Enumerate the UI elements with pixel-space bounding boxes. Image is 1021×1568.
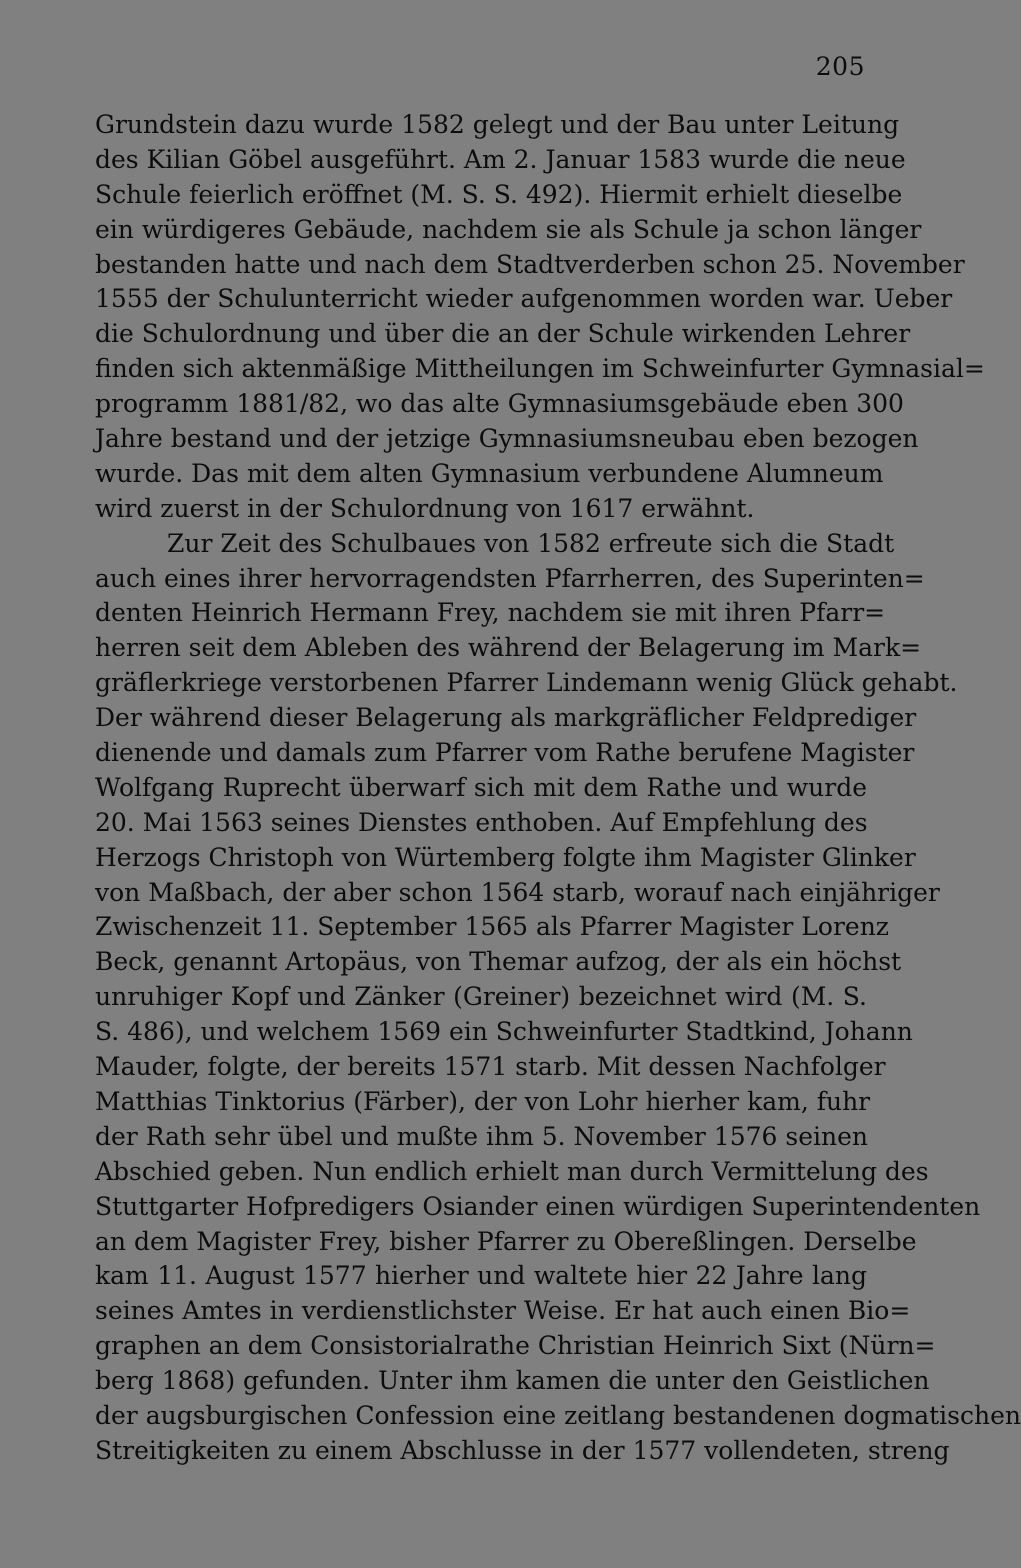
text-line: kam 11. August 1577 hierher und waltete hier 22 Jahre lang (95, 1261, 867, 1291)
text-line: herren seit dem Ableben des während der Belagerung im Mark= (95, 633, 922, 663)
text-line: Stuttgarter Hofpredigers Osiander einen würdigen Superintendenten (95, 1191, 981, 1221)
text-line: seines Amtes in verdienstlichster Weise. Er hat auch einen Bio= (95, 1296, 911, 1326)
text-line: programm 1881/82, wo das alte Gymnasiumsgebäude eben 300 (95, 389, 904, 419)
text-line: Wolfgang Ruprecht überwarf sich mit dem Rathe und wurde (95, 772, 867, 802)
text-line: der augsburgischen Confession eine zeitlang bestandenen dogmatischen (95, 1400, 1021, 1430)
paragraph-start-line: Zur Zeit des Schulbaues von 1582 erfreute sich die Stadt (167, 528, 895, 558)
text-line: unruhiger Kopf und Zänker (Greiner) bezeichnet wird (M. S. (95, 982, 867, 1012)
text-line: Schule feierlich eröffnet (M. S. S. 492). Hiermit erhielt dieselbe (95, 179, 903, 209)
text-line: berg 1868) gefunden. Unter ihm kamen die unter den Geistlichen (95, 1366, 930, 1396)
text-line: von Maßbach, der aber schon 1564 starb, worauf nach einjähriger (95, 877, 940, 907)
paragraph-end-line: wird zuerst in der Schulordnung von 1617 erwähnt. (95, 493, 755, 523)
text-line: ein würdigeres Gebäude, nachdem sie als Schule ja schon länger (95, 214, 922, 244)
text-line: Der während dieser Belagerung als markgräflicher Feldprediger (95, 703, 917, 733)
text-line: finden sich aktenmäßige Mittheilungen im Schweinfurter Gymnasial= (95, 354, 985, 384)
text-line: bestanden hatte und nach dem Stadtverderben schon 25. November (95, 249, 965, 279)
text-line: der Rath sehr übel und mußte ihm 5. November 1576 seinen (95, 1121, 868, 1151)
text-line: des Kilian Göbel ausgeführt. Am 2. Januar 1583 wurde die neue (95, 144, 906, 174)
text-line: Beck, genannt Artopäus, von Themar aufzog, der als ein höchst (95, 947, 902, 977)
text-line: 20. Mai 1563 seines Dienstes enthoben. Auf Empfehlung des (95, 807, 868, 837)
text-line: denten Heinrich Hermann Frey, nachdem sie mit ihren Pfarr= (95, 598, 886, 628)
text-line: wurde. Das mit dem alten Gymnasium verbundene Alumneum (95, 458, 884, 488)
text-line: Streitigkeiten zu einem Abschlusse in der 1577 vollendeten, streng (95, 1435, 950, 1465)
body-text (95, 108, 1021, 1469)
text-line: 1555 der Schulunterricht wieder aufgenommen worden war. Ueber (95, 284, 953, 314)
text-line: S. 486), und welchem 1569 ein Schweinfurter Stadtkind, Johann (95, 1017, 913, 1047)
text-line: graphen an dem Consistorialrathe Christian Heinrich Sixt (Nürn= (95, 1331, 936, 1361)
text-line: Matthias Tinktorius (Färber), der von Lohr hierher kam, fuhr (95, 1086, 871, 1116)
text-line: dienende und damals zum Pfarrer vom Rathe berufene Magister (95, 738, 915, 768)
text-line: Herzogs Christoph von Würtemberg folgte ihm Magister Glinker (95, 842, 916, 872)
page-number: 205 (815, 52, 865, 81)
text-line: Mauder, folgte, der bereits 1571 starb. Mit dessen Nachfolger (95, 1052, 886, 1082)
text-line: Zwischenzeit 11. September 1565 als Pfarrer Magister Lorenz (95, 912, 889, 942)
text-line: die Schulordnung und über die an der Schule wirkenden Lehrer (95, 319, 911, 349)
text-line: gräflerkriege verstorbenen Pfarrer Lindemann wenig Glück gehabt. (95, 668, 958, 698)
text-line: Abschied geben. Nun endlich erhielt man durch Vermittelung des (95, 1156, 929, 1186)
text-line: Grundstein dazu wurde 1582 gelegt und der Bau unter Leitung (95, 110, 900, 139)
text-line: Jahre bestand und der jetzige Gymnasiumsneubau eben bezogen (95, 424, 919, 454)
text-line: auch eines ihrer hervorragendsten Pfarrherren, des Superinten= (95, 563, 925, 593)
text-line: an dem Magister Frey, bisher Pfarrer zu Obereßlingen. Derselbe (95, 1226, 917, 1256)
